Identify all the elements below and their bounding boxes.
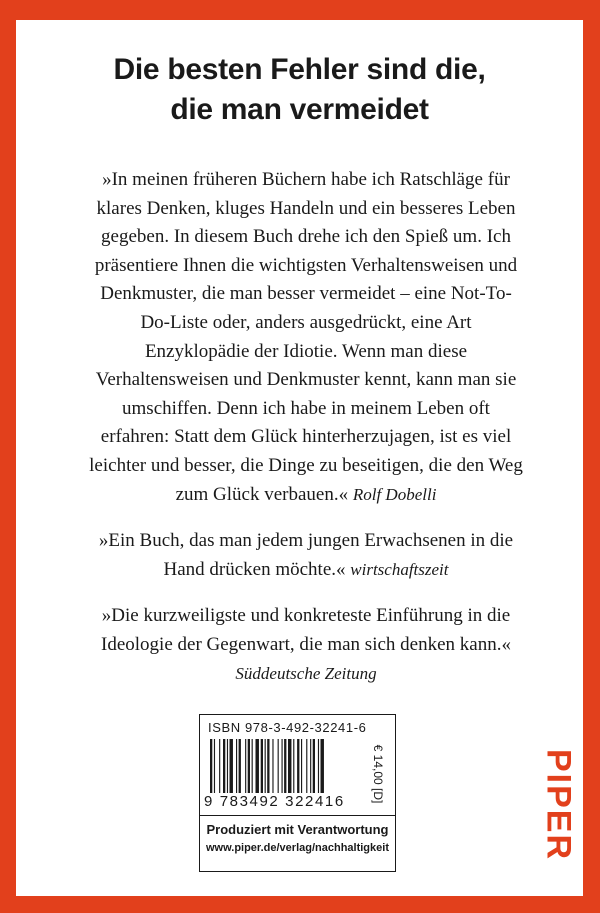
barcode-bar — [227, 739, 228, 793]
headline-line-2: die man vermeidet — [170, 93, 429, 126]
barcode-bar — [321, 739, 324, 793]
barcode-box — [199, 714, 396, 872]
quote-text: »Die kurzweiligste und konkreteste Einführung in die Ideologie der Gegenwart, die man sich denken kann.« — [101, 605, 511, 655]
barcode-bar — [272, 739, 273, 793]
price-text: € 14,00 [D] — [371, 744, 385, 804]
barcode-bar — [313, 739, 315, 793]
barcode-bar — [265, 739, 266, 793]
barcode-bar — [282, 739, 283, 793]
quote-review-1 — [86, 527, 526, 584]
barcode-bar — [219, 739, 220, 793]
barcode-bar — [256, 739, 259, 793]
barcode-bar — [223, 739, 225, 793]
barcode-bar — [214, 739, 215, 793]
divider — [200, 815, 395, 816]
barcode-bar — [210, 739, 212, 793]
barcode-icon — [208, 739, 363, 793]
barcode-bar — [301, 739, 302, 793]
barcode-bar — [278, 739, 279, 793]
produced-note: Produziert mit Verantwortung — [206, 822, 389, 837]
barcode-bar — [293, 739, 294, 793]
barcode-bar — [267, 739, 269, 793]
quote-text: »Ein Buch, das man jedem jungen Erwachsenen in die Hand drücken möchte.« — [98, 530, 514, 580]
barcode-bar — [284, 739, 286, 793]
quote-text: »In meinen früheren Büchern habe ich Ratschläge für klares Denken, kluges Handeln und ein besseres Leben gegeben. In diesem Buch drehe ich den Spieß um. Ich präsentiere Ihnen die wichtigsten Verhaltensweisen und Denkmuster, die man besser vermeidet – eine Not-To-Do-Liste oder, anders ausgedrückt, eine Art Enzyklopädie der Idiotie. Wenn man diese Verhaltensweisen und Denkmuster kennt, kann man sie umschiffen. Denn ich habe in meinem Leben oft erfahren: Statt dem Glück hinterherzujagen, ist es viel leichter und besser, die Dinge zu beseitigen, die den Weg zum Glück verbauen.« — [89, 169, 523, 505]
quote-source: wirtschaftszeit — [350, 559, 449, 579]
barcode-bar — [252, 739, 253, 793]
blurb-text — [86, 166, 526, 706]
barcode-bar — [239, 739, 241, 793]
barcode-digits: 9 783492 322416 — [204, 793, 345, 810]
back-cover-panel — [16, 20, 583, 896]
headline-line-1: Die besten Fehler sind die, — [113, 53, 486, 86]
barcode-bar — [245, 739, 246, 793]
barcode-bar — [288, 739, 291, 793]
barcode-bar — [261, 739, 263, 793]
publisher-url: www.piper.de/verlag/nachhaltigkeit — [206, 842, 389, 854]
isbn-label: ISBN 978-3-492-32241-6 — [208, 720, 367, 735]
price-tag — [368, 739, 388, 809]
barcode-bar — [297, 739, 299, 793]
quote-review-2 — [86, 602, 526, 688]
quote-source: Süddeutsche Zeitung — [235, 663, 377, 683]
barcode-bar — [318, 739, 319, 793]
headline — [16, 50, 583, 130]
barcode-bar — [230, 739, 233, 793]
barcode-bar — [248, 739, 250, 793]
piper-logo — [538, 740, 578, 870]
barcode-bar — [236, 739, 237, 793]
barcode-bar — [306, 739, 307, 793]
logo-text: PIPER — [539, 748, 578, 862]
barcode-bar — [310, 739, 311, 793]
quote-author — [86, 166, 526, 509]
quote-source: Rolf Dobelli — [352, 484, 437, 504]
